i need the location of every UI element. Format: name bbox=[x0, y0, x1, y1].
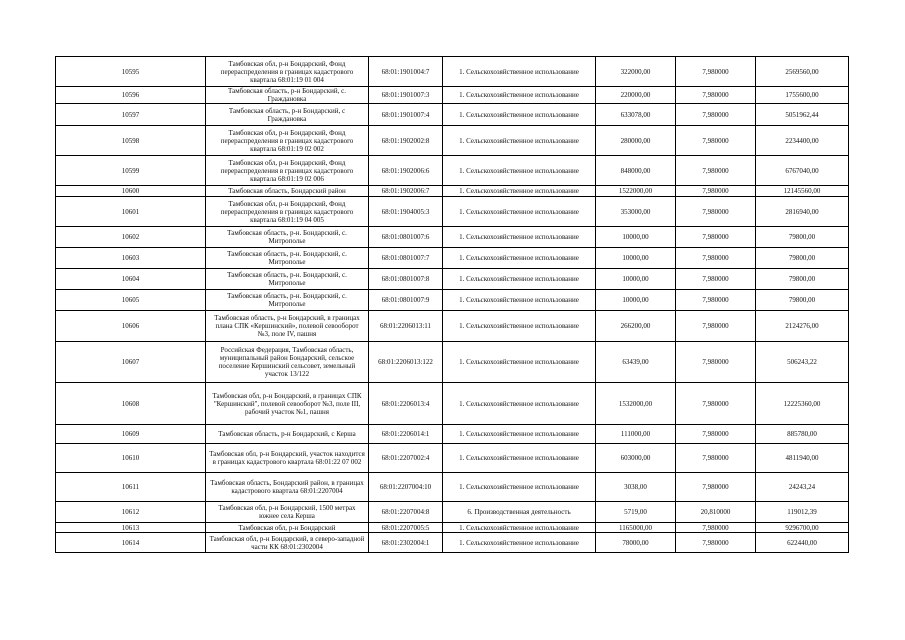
row-number-cell: 10607 bbox=[56, 342, 206, 383]
rate-cell: 7,980000 bbox=[676, 523, 756, 533]
land-use-category-cell: 1. Сельскохозяйственное использование bbox=[443, 248, 596, 269]
cadastral-number-cell: 68:01:1904005:3 bbox=[369, 197, 443, 227]
cadastral-value-cell: 79800,00 bbox=[756, 269, 849, 290]
row-number-cell: 10614 bbox=[56, 533, 206, 553]
area-cell: 10000,00 bbox=[596, 290, 676, 311]
area-cell: 111000,00 bbox=[596, 425, 676, 444]
table-row bbox=[56, 425, 849, 444]
area-cell: 1522000,00 bbox=[596, 186, 676, 197]
area-cell: 1165000,00 bbox=[596, 523, 676, 533]
address-cell: Российская Федерация, Тамбовская область, муниципальный район Бондарский, сельское поселение Кершинский сельсовет, земельный участок 13/122 bbox=[206, 342, 369, 383]
cadastral-number-cell: 68:01:2206014:1 bbox=[369, 425, 443, 444]
row-number-cell: 10600 bbox=[56, 186, 206, 197]
rate-cell: 7,980000 bbox=[676, 533, 756, 553]
table-row bbox=[56, 342, 849, 383]
land-use-category-cell: 1. Сельскохозяйственное использование bbox=[443, 104, 596, 126]
cadastral-number-cell: 68:01:2207004:10 bbox=[369, 473, 443, 502]
cadastral-number-cell: 68:01:1902002:8 bbox=[369, 126, 443, 156]
row-number-cell: 10595 bbox=[56, 57, 206, 87]
table-row bbox=[56, 383, 849, 425]
rate-cell: 7,980000 bbox=[676, 444, 756, 473]
land-use-category-cell: 1. Сельскохозяйственное использование bbox=[443, 186, 596, 197]
row-number-cell: 10596 bbox=[56, 87, 206, 104]
cadastral-value-cell: 1755600,00 bbox=[756, 87, 849, 104]
row-number-cell: 10610 bbox=[56, 444, 206, 473]
cadastral-value-cell: 24243,24 bbox=[756, 473, 849, 502]
table-row bbox=[56, 197, 849, 227]
row-number-cell: 10612 bbox=[56, 502, 206, 523]
land-use-category-cell: 1. Сельскохозяйственное использование bbox=[443, 227, 596, 248]
row-number-cell: 10601 bbox=[56, 197, 206, 227]
cadastral-number-cell: 68:01:0801007:8 bbox=[369, 269, 443, 290]
table-row bbox=[56, 290, 849, 311]
land-use-category-cell: 1. Сельскохозяйственное использование bbox=[443, 311, 596, 342]
land-use-category-cell: 1. Сельскохозяйственное использование bbox=[443, 383, 596, 425]
area-cell: 280000,00 bbox=[596, 126, 676, 156]
rate-cell: 7,980000 bbox=[676, 342, 756, 383]
area-cell: 633078,00 bbox=[596, 104, 676, 126]
rate-cell: 7,980000 bbox=[676, 227, 756, 248]
land-use-category-cell: 1. Сельскохозяйственное использование bbox=[443, 425, 596, 444]
land-use-category-cell: 1. Сельскохозяйственное использование bbox=[443, 156, 596, 186]
cadastral-value-cell: 506243,22 bbox=[756, 342, 849, 383]
land-use-category-cell: 6. Производственная деятельность bbox=[443, 502, 596, 523]
address-cell: Тамбовская обл, р-н Бондарский, Фонд перераспределения в границах кадастрового квартала 68:01:19 04 005 bbox=[206, 197, 369, 227]
rate-cell: 7,980000 bbox=[676, 57, 756, 87]
row-number-cell: 10603 bbox=[56, 248, 206, 269]
address-cell: Тамбовская обл, р-н Бондарский, Фонд перераспределения в границах кадастрового квартала 68:01:19 02 002 bbox=[206, 126, 369, 156]
rate-cell: 7,980000 bbox=[676, 248, 756, 269]
area-cell: 322000,00 bbox=[596, 57, 676, 87]
rate-cell: 7,980000 bbox=[676, 311, 756, 342]
cadastral-number-cell: 68:01:2302004:1 bbox=[369, 533, 443, 553]
area-cell: 220000,00 bbox=[596, 87, 676, 104]
land-use-category-cell: 1. Сельскохозяйственное использование bbox=[443, 473, 596, 502]
row-number-cell: 10606 bbox=[56, 311, 206, 342]
table-row bbox=[56, 87, 849, 104]
rate-cell: 7,980000 bbox=[676, 197, 756, 227]
row-number-cell: 10613 bbox=[56, 523, 206, 533]
address-cell: Тамбовская обл, р-н Бондарский bbox=[206, 523, 369, 533]
address-cell: Тамбовская обл, р-н Бондарский, в границах СПК "Кершинский", полевой севооборот №3, поле III, рабочий участок №1, пашня bbox=[206, 383, 369, 425]
land-use-category-cell: 1. Сельскохозяйственное использование bbox=[443, 342, 596, 383]
cadastral-number-cell: 68:01:2207004:8 bbox=[369, 502, 443, 523]
table-row bbox=[56, 523, 849, 533]
cadastral-value-cell: 119012,39 bbox=[756, 502, 849, 523]
cadastral-number-cell: 68:01:2207005:5 bbox=[369, 523, 443, 533]
address-cell: Тамбовская обл, р-н Бондарский, 1500 метрах южнее села Керша bbox=[206, 502, 369, 523]
area-cell: 10000,00 bbox=[596, 269, 676, 290]
cadastral-number-cell: 68:01:1902006:6 bbox=[369, 156, 443, 186]
land-use-category-cell: 1. Сельскохозяйственное использование bbox=[443, 269, 596, 290]
address-cell: Тамбовская область, р-н Бондарский, с Граждановка bbox=[206, 104, 369, 126]
cadastral-value-cell: 12145560,00 bbox=[756, 186, 849, 197]
row-number-cell: 10602 bbox=[56, 227, 206, 248]
cadastral-value-cell: 2816940,00 bbox=[756, 197, 849, 227]
table-row bbox=[56, 126, 849, 156]
address-cell: Тамбовская область, р-н Бондарский, в границах плана СПК «Кершинский», полевой севооборот №3, поле IV, пашня bbox=[206, 311, 369, 342]
address-cell: Тамбовская область, Бондарский район, в границах кадастрового квартала 68:01:2207004 bbox=[206, 473, 369, 502]
cadastral-number-cell: 68:01:0801007:6 bbox=[369, 227, 443, 248]
rate-cell: 7,980000 bbox=[676, 290, 756, 311]
land-use-category-cell: 1. Сельскохозяйственное использование bbox=[443, 87, 596, 104]
cadastral-value-cell: 12225360,00 bbox=[756, 383, 849, 425]
rate-cell: 7,980000 bbox=[676, 87, 756, 104]
land-use-category-cell: 1. Сельскохозяйственное использование bbox=[443, 523, 596, 533]
table-row bbox=[56, 473, 849, 502]
cadastral-value-cell: 6767040,00 bbox=[756, 156, 849, 186]
row-number-cell: 10604 bbox=[56, 269, 206, 290]
cadastral-number-cell: 68:01:2206013:4 bbox=[369, 383, 443, 425]
cadastral-value-cell: 79800,00 bbox=[756, 290, 849, 311]
row-number-cell: 10597 bbox=[56, 104, 206, 126]
address-cell: Тамбовская область, р-н. Бондарский, с. Митрополье bbox=[206, 227, 369, 248]
cadastral-value-cell: 2124276,00 bbox=[756, 311, 849, 342]
area-cell: 266200,00 bbox=[596, 311, 676, 342]
cadastral-number-cell: 68:01:2207002:4 bbox=[369, 444, 443, 473]
area-cell: 63439,00 bbox=[596, 342, 676, 383]
address-cell: Тамбовская обл, р-н Бондарский, Фонд перераспределения в границах кадастрового квартала 68:01:19 01 004 bbox=[206, 57, 369, 87]
area-cell: 1532000,00 bbox=[596, 383, 676, 425]
row-number-cell: 10609 bbox=[56, 425, 206, 444]
rate-cell: 7,980000 bbox=[676, 104, 756, 126]
land-use-category-cell: 1. Сельскохозяйственное использование bbox=[443, 57, 596, 87]
area-cell: 353000,00 bbox=[596, 197, 676, 227]
table-row bbox=[56, 156, 849, 186]
table-row bbox=[56, 502, 849, 523]
cadastral-number-cell: 68:01:1902006:7 bbox=[369, 186, 443, 197]
cadastral-value-cell: 9296700,00 bbox=[756, 523, 849, 533]
area-cell: 10000,00 bbox=[596, 248, 676, 269]
row-number-cell: 10605 bbox=[56, 290, 206, 311]
rate-cell: 7,980000 bbox=[676, 186, 756, 197]
land-use-category-cell: 1. Сельскохозяйственное использование bbox=[443, 533, 596, 553]
cadastral-number-cell: 68:01:2206013:11 bbox=[369, 311, 443, 342]
cadastral-value-cell: 79800,00 bbox=[756, 227, 849, 248]
row-number-cell: 10611 bbox=[56, 473, 206, 502]
cadastral-value-cell: 885780,00 bbox=[756, 425, 849, 444]
table-row bbox=[56, 186, 849, 197]
rate-cell: 7,980000 bbox=[676, 126, 756, 156]
row-number-cell: 10599 bbox=[56, 156, 206, 186]
area-cell: 5719,00 bbox=[596, 502, 676, 523]
cadastral-number-cell: 68:01:2206013:122 bbox=[369, 342, 443, 383]
land-registry-table bbox=[55, 56, 849, 553]
cadastral-number-cell: 68:01:0801007:9 bbox=[369, 290, 443, 311]
rate-cell: 7,980000 bbox=[676, 156, 756, 186]
rate-cell: 7,980000 bbox=[676, 473, 756, 502]
rate-cell: 7,980000 bbox=[676, 425, 756, 444]
address-cell: Тамбовская область, р-н. Бондарский, с. Митрополье bbox=[206, 248, 369, 269]
cadastral-value-cell: 622440,00 bbox=[756, 533, 849, 553]
area-cell: 78000,00 bbox=[596, 533, 676, 553]
cadastral-value-cell: 5051962,44 bbox=[756, 104, 849, 126]
cadastral-value-cell: 2234400,00 bbox=[756, 126, 849, 156]
table-row bbox=[56, 269, 849, 290]
area-cell: 603000,00 bbox=[596, 444, 676, 473]
row-number-cell: 10598 bbox=[56, 126, 206, 156]
address-cell: Тамбовская обл, р-н Бондарский, в северо-западной части КК 68:01:2302004 bbox=[206, 533, 369, 553]
address-cell: Тамбовская область, р-н Бондарский, с Керша bbox=[206, 425, 369, 444]
rate-cell: 20,810000 bbox=[676, 502, 756, 523]
cadastral-number-cell: 68:01:1901007:3 bbox=[369, 87, 443, 104]
table-row bbox=[56, 104, 849, 126]
cadastral-value-cell: 4811940,00 bbox=[756, 444, 849, 473]
address-cell: Тамбовская обл, р-н Бондарский, участок находится в границах кадастрового квартала 68:01:22 07 002 bbox=[206, 444, 369, 473]
table-row bbox=[56, 444, 849, 473]
land-use-category-cell: 1. Сельскохозяйственное использование bbox=[443, 197, 596, 227]
table-row bbox=[56, 311, 849, 342]
area-cell: 848000,00 bbox=[596, 156, 676, 186]
address-cell: Тамбовская область, Бондарский район bbox=[206, 186, 369, 197]
area-cell: 3038,00 bbox=[596, 473, 676, 502]
rate-cell: 7,980000 bbox=[676, 383, 756, 425]
rate-cell: 7,980000 bbox=[676, 269, 756, 290]
table-row bbox=[56, 57, 849, 87]
address-cell: Тамбовская область, р-н. Бондарский, с. Митрополье bbox=[206, 269, 369, 290]
table-row bbox=[56, 227, 849, 248]
land-use-category-cell: 1. Сельскохозяйственное использование bbox=[443, 444, 596, 473]
table-row bbox=[56, 533, 849, 553]
cadastral-number-cell: 68:01:1901007:4 bbox=[369, 104, 443, 126]
address-cell: Тамбовская обл, р-н Бондарский, Фонд перераспределения в границах кадастрового квартала 68:01:19 02 006 bbox=[206, 156, 369, 186]
row-number-cell: 10608 bbox=[56, 383, 206, 425]
address-cell: Тамбовская область, р-н. Бондарский, с. Митрополье bbox=[206, 290, 369, 311]
table-body bbox=[56, 57, 849, 553]
address-cell: Тамбовская область, р-н Бондарский, с. Граждановка bbox=[206, 87, 369, 104]
cadastral-value-cell: 2569560,00 bbox=[756, 57, 849, 87]
cadastral-value-cell: 79800,00 bbox=[756, 248, 849, 269]
cadastral-number-cell: 68:01:0801007:7 bbox=[369, 248, 443, 269]
area-cell: 10000,00 bbox=[596, 227, 676, 248]
land-use-category-cell: 1. Сельскохозяйственное использование bbox=[443, 126, 596, 156]
table-row bbox=[56, 248, 849, 269]
cadastral-number-cell: 68:01:1901004:7 bbox=[369, 57, 443, 87]
land-use-category-cell: 1. Сельскохозяйственное использование bbox=[443, 290, 596, 311]
